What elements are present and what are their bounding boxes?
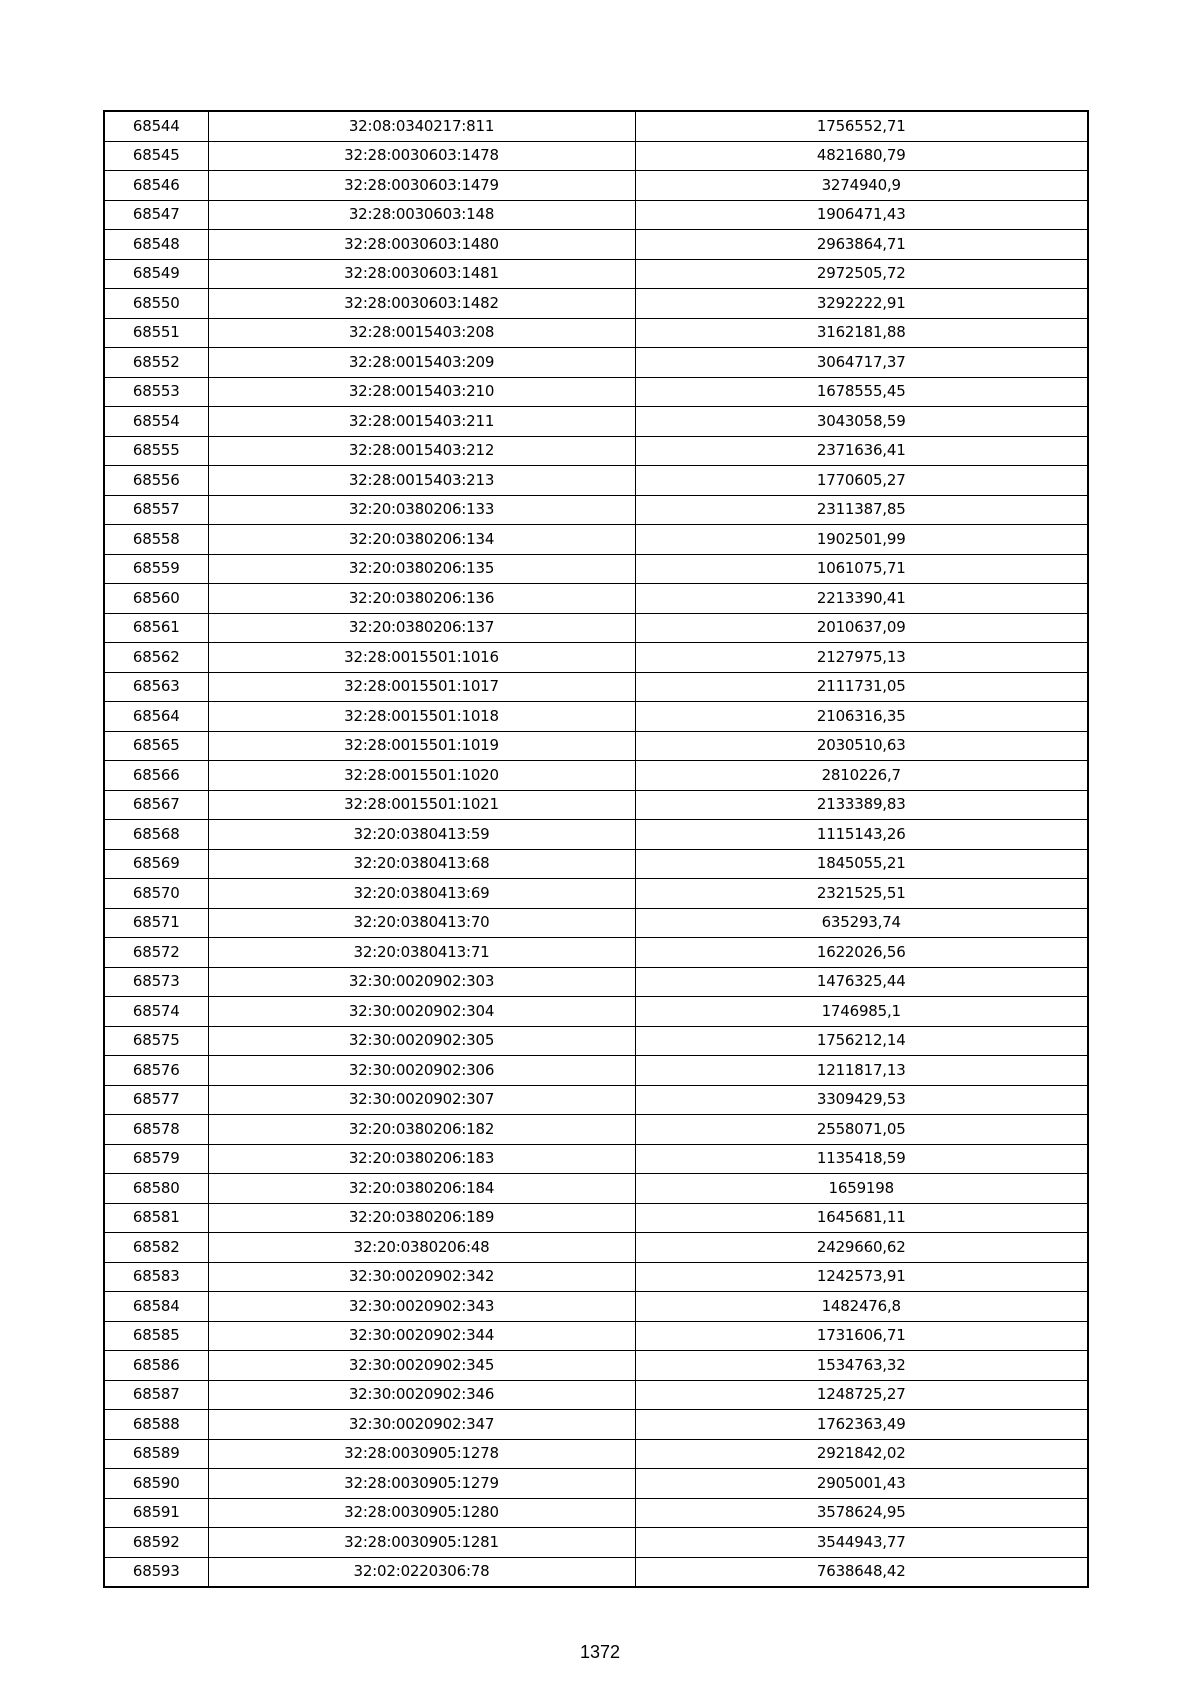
table-row: [104, 1351, 1088, 1381]
table-row: [104, 348, 1088, 378]
value-cell: 3292222,91: [635, 289, 1088, 319]
value-cell: 3578624,95: [635, 1498, 1088, 1528]
table-row: [104, 1469, 1088, 1499]
cadastral-number-cell: 32:30:0020902:347: [208, 1410, 635, 1440]
cadastral-number-cell: 32:20:0380206:48: [208, 1233, 635, 1263]
row-number-cell: 68559: [104, 554, 208, 584]
value-cell: 3544943,77: [635, 1528, 1088, 1558]
row-number-cell: 68587: [104, 1380, 208, 1410]
table-row: [104, 1233, 1088, 1263]
value-cell: 3309429,53: [635, 1085, 1088, 1115]
row-number-cell: 68575: [104, 1026, 208, 1056]
cadastral-number-cell: 32:28:0015403:209: [208, 348, 635, 378]
row-number-cell: 68546: [104, 171, 208, 201]
table-row: [104, 1528, 1088, 1558]
table-row: [104, 613, 1088, 643]
table-row: [104, 318, 1088, 348]
value-cell: 1731606,71: [635, 1321, 1088, 1351]
cadastral-number-cell: 32:20:0380206:136: [208, 584, 635, 614]
cadastral-number-cell: 32:28:0015501:1016: [208, 643, 635, 673]
cadastral-number-cell: 32:20:0380206:134: [208, 525, 635, 555]
table-row: [104, 200, 1088, 230]
value-cell: 2558071,05: [635, 1115, 1088, 1145]
row-number-cell: 68580: [104, 1174, 208, 1204]
cadastral-number-cell: 32:28:0030905:1280: [208, 1498, 635, 1528]
data-table: [103, 110, 1089, 1588]
row-number-cell: 68573: [104, 967, 208, 997]
table-row: [104, 1174, 1088, 1204]
value-cell: 1906471,43: [635, 200, 1088, 230]
cadastral-number-cell: 32:28:0030603:1478: [208, 141, 635, 171]
row-number-cell: 68579: [104, 1144, 208, 1174]
value-cell: 1902501,99: [635, 525, 1088, 555]
row-number-cell: 68545: [104, 141, 208, 171]
cadastral-number-cell: 32:28:0030603:1479: [208, 171, 635, 201]
cadastral-number-cell: 32:28:0030905:1278: [208, 1439, 635, 1469]
cadastral-number-cell: 32:28:0015403:212: [208, 436, 635, 466]
row-number-cell: 68581: [104, 1203, 208, 1233]
value-cell: 2010637,09: [635, 613, 1088, 643]
table-row: [104, 1380, 1088, 1410]
cadastral-number-cell: 32:30:0020902:305: [208, 1026, 635, 1056]
cadastral-number-cell: 32:28:0030905:1279: [208, 1469, 635, 1499]
cadastral-number-cell: 32:30:0020902:303: [208, 967, 635, 997]
value-cell: 2963864,71: [635, 230, 1088, 260]
value-cell: 3064717,37: [635, 348, 1088, 378]
value-cell: 1476325,44: [635, 967, 1088, 997]
cadastral-number-cell: 32:28:0015403:213: [208, 466, 635, 496]
value-cell: 1534763,32: [635, 1351, 1088, 1381]
value-cell: 1482476,8: [635, 1292, 1088, 1322]
cadastral-number-cell: 32:02:0220306:78: [208, 1557, 635, 1587]
row-number-cell: 68574: [104, 997, 208, 1027]
row-number-cell: 68572: [104, 938, 208, 968]
row-number-cell: 68576: [104, 1056, 208, 1086]
row-number-cell: 68566: [104, 761, 208, 791]
value-cell: 1746985,1: [635, 997, 1088, 1027]
value-cell: 635293,74: [635, 908, 1088, 938]
row-number-cell: 68562: [104, 643, 208, 673]
row-number-cell: 68553: [104, 377, 208, 407]
value-cell: 1756212,14: [635, 1026, 1088, 1056]
table-row: [104, 938, 1088, 968]
cadastral-number-cell: 32:30:0020902:346: [208, 1380, 635, 1410]
value-cell: 1770605,27: [635, 466, 1088, 496]
cadastral-number-cell: 32:20:0380206:135: [208, 554, 635, 584]
row-number-cell: 68589: [104, 1439, 208, 1469]
row-number-cell: 68564: [104, 702, 208, 732]
value-cell: 2213390,41: [635, 584, 1088, 614]
page-number: 1372: [579, 1642, 621, 1662]
table-row: [104, 1262, 1088, 1292]
row-number-cell: 68584: [104, 1292, 208, 1322]
cadastral-number-cell: 32:30:0020902:343: [208, 1292, 635, 1322]
row-number-cell: 68577: [104, 1085, 208, 1115]
value-cell: 2371636,41: [635, 436, 1088, 466]
table-row: [104, 141, 1088, 171]
value-cell: 2106316,35: [635, 702, 1088, 732]
table-row: [104, 1498, 1088, 1528]
row-number-cell: 68547: [104, 200, 208, 230]
row-number-cell: 68571: [104, 908, 208, 938]
row-number-cell: 68568: [104, 820, 208, 850]
row-number-cell: 68570: [104, 879, 208, 909]
table-row: [104, 908, 1088, 938]
row-number-cell: 68585: [104, 1321, 208, 1351]
table-row: [104, 1115, 1088, 1145]
table-row: [104, 672, 1088, 702]
table-row: [104, 111, 1088, 141]
table-row: [104, 849, 1088, 879]
row-number-cell: 68593: [104, 1557, 208, 1587]
row-number-cell: 68569: [104, 849, 208, 879]
table-row: [104, 1292, 1088, 1322]
table-row: [104, 1026, 1088, 1056]
table-row: [104, 259, 1088, 289]
row-number-cell: 68549: [104, 259, 208, 289]
table-row: [104, 1085, 1088, 1115]
cadastral-number-cell: 32:20:0380413:59: [208, 820, 635, 850]
row-number-cell: 68551: [104, 318, 208, 348]
table-row: [104, 967, 1088, 997]
cadastral-number-cell: 32:28:0015501:1020: [208, 761, 635, 791]
cadastral-number-cell: 32:28:0030603:1481: [208, 259, 635, 289]
value-cell: 3043058,59: [635, 407, 1088, 437]
row-number-cell: 68590: [104, 1469, 208, 1499]
table-row: [104, 407, 1088, 437]
value-cell: 2429660,62: [635, 1233, 1088, 1263]
row-number-cell: 68554: [104, 407, 208, 437]
table-row: [104, 554, 1088, 584]
cadastral-number-cell: 32:28:0030603:1480: [208, 230, 635, 260]
cadastral-number-cell: 32:28:0015501:1019: [208, 731, 635, 761]
cadastral-number-cell: 32:28:0015403:208: [208, 318, 635, 348]
row-number-cell: 68555: [104, 436, 208, 466]
cadastral-number-cell: 32:28:0015501:1017: [208, 672, 635, 702]
table-row: [104, 230, 1088, 260]
cadastral-number-cell: 32:20:0380206:137: [208, 613, 635, 643]
cadastral-number-cell: 32:20:0380413:71: [208, 938, 635, 968]
cadastral-number-cell: 32:30:0020902:306: [208, 1056, 635, 1086]
value-cell: 2311387,85: [635, 495, 1088, 525]
value-cell: 1756552,71: [635, 111, 1088, 141]
row-number-cell: 68586: [104, 1351, 208, 1381]
table-row: [104, 436, 1088, 466]
table-row: [104, 1056, 1088, 1086]
row-number-cell: 68548: [104, 230, 208, 260]
value-cell: 1061075,71: [635, 554, 1088, 584]
cadastral-number-cell: 32:28:0030905:1281: [208, 1528, 635, 1558]
cadastral-number-cell: 32:28:0015501:1018: [208, 702, 635, 732]
value-cell: 2810226,7: [635, 761, 1088, 791]
table-row: [104, 1439, 1088, 1469]
table-row: [104, 731, 1088, 761]
row-number-cell: 68550: [104, 289, 208, 319]
value-cell: 1115143,26: [635, 820, 1088, 850]
cadastral-number-cell: 32:08:0340217:811: [208, 111, 635, 141]
value-cell: 2921842,02: [635, 1439, 1088, 1469]
value-cell: 3274940,9: [635, 171, 1088, 201]
value-cell: 2905001,43: [635, 1469, 1088, 1499]
cadastral-number-cell: 32:30:0020902:342: [208, 1262, 635, 1292]
table-row: [104, 1203, 1088, 1233]
value-cell: 2321525,51: [635, 879, 1088, 909]
value-cell: 2972505,72: [635, 259, 1088, 289]
value-cell: 1845055,21: [635, 849, 1088, 879]
table-row: [104, 643, 1088, 673]
cadastral-number-cell: 32:30:0020902:307: [208, 1085, 635, 1115]
value-cell: 7638648,42: [635, 1557, 1088, 1587]
cadastral-number-cell: 32:28:0015501:1021: [208, 790, 635, 820]
table-row: [104, 171, 1088, 201]
value-cell: 2127975,13: [635, 643, 1088, 673]
row-number-cell: 68582: [104, 1233, 208, 1263]
table-row: [104, 879, 1088, 909]
cadastral-number-cell: 32:28:0030603:1482: [208, 289, 635, 319]
cadastral-number-cell: 32:20:0380206:189: [208, 1203, 635, 1233]
table-row: [104, 584, 1088, 614]
table-row: [104, 820, 1088, 850]
cadastral-number-cell: 32:30:0020902:345: [208, 1351, 635, 1381]
table-row: [104, 1557, 1088, 1587]
value-cell: 2133389,83: [635, 790, 1088, 820]
value-cell: 3162181,88: [635, 318, 1088, 348]
table-row: [104, 1321, 1088, 1351]
value-cell: 1242573,91: [635, 1262, 1088, 1292]
cadastral-number-cell: 32:28:0015403:210: [208, 377, 635, 407]
cadastral-number-cell: 32:20:0380206:184: [208, 1174, 635, 1204]
value-cell: 1659198: [635, 1174, 1088, 1204]
cadastral-number-cell: 32:30:0020902:304: [208, 997, 635, 1027]
row-number-cell: 68563: [104, 672, 208, 702]
table-row: [104, 495, 1088, 525]
table-row: [104, 525, 1088, 555]
value-cell: 2030510,63: [635, 731, 1088, 761]
row-number-cell: 68567: [104, 790, 208, 820]
cadastral-number-cell: 32:20:0380206:182: [208, 1115, 635, 1145]
cadastral-number-cell: 32:20:0380413:68: [208, 849, 635, 879]
row-number-cell: 68561: [104, 613, 208, 643]
row-number-cell: 68592: [104, 1528, 208, 1558]
cadastral-number-cell: 32:30:0020902:344: [208, 1321, 635, 1351]
row-number-cell: 68578: [104, 1115, 208, 1145]
cadastral-number-cell: 32:20:0380413:70: [208, 908, 635, 938]
cadastral-number-cell: 32:28:0030603:148: [208, 200, 635, 230]
value-cell: 1678555,45: [635, 377, 1088, 407]
row-number-cell: 68544: [104, 111, 208, 141]
row-number-cell: 68591: [104, 1498, 208, 1528]
cadastral-number-cell: 32:20:0380206:183: [208, 1144, 635, 1174]
table-row: [104, 761, 1088, 791]
table-row: [104, 466, 1088, 496]
value-cell: 2111731,05: [635, 672, 1088, 702]
row-number-cell: 68552: [104, 348, 208, 378]
value-cell: 1135418,59: [635, 1144, 1088, 1174]
cadastral-number-cell: 32:28:0015403:211: [208, 407, 635, 437]
value-cell: 4821680,79: [635, 141, 1088, 171]
table-row: [104, 702, 1088, 732]
table-row: [104, 790, 1088, 820]
row-number-cell: 68560: [104, 584, 208, 614]
row-number-cell: 68588: [104, 1410, 208, 1440]
value-cell: 1645681,11: [635, 1203, 1088, 1233]
row-number-cell: 68558: [104, 525, 208, 555]
row-number-cell: 68557: [104, 495, 208, 525]
cadastral-number-cell: 32:20:0380206:133: [208, 495, 635, 525]
row-number-cell: 68565: [104, 731, 208, 761]
row-number-cell: 68583: [104, 1262, 208, 1292]
table-row: [104, 1144, 1088, 1174]
table-row: [104, 997, 1088, 1027]
value-cell: 1762363,49: [635, 1410, 1088, 1440]
table-row: [104, 377, 1088, 407]
value-cell: 1622026,56: [635, 938, 1088, 968]
cadastral-number-cell: 32:20:0380413:69: [208, 879, 635, 909]
table-row: [104, 1410, 1088, 1440]
value-cell: 1248725,27: [635, 1380, 1088, 1410]
value-cell: 1211817,13: [635, 1056, 1088, 1086]
table-body: [104, 111, 1088, 1587]
row-number-cell: 68556: [104, 466, 208, 496]
table-row: [104, 289, 1088, 319]
